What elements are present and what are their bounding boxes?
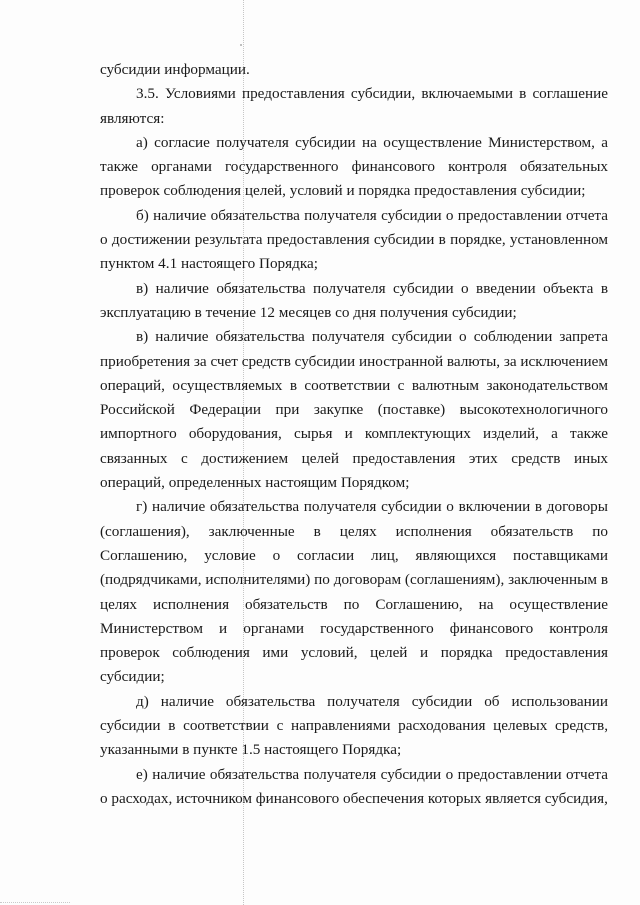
paragraph-item-v-2: в) наличие обязательства получателя субсидии о соблюдении запрета приобретения за счет средств субсидии иностранной валюты, за исключением операций, осуществляемых в соответствии с валютным законодательством Российской Федерации при закупке (поставке) высокотехнологичного импортного оборудования, сырья и комплектующих изделий, а также связанных с достижением целей предоставления этих средств иных операций, определенных настоящим Порядком; [100, 328, 608, 492]
paragraph-item-e: е) наличие обязательства получателя субсидии о предоставлении отчета о расходах, источником финансового обеспечения которых является субсидия, [100, 765, 608, 807]
paragraph-continuation: субсидии информации. [100, 61, 250, 78]
paragraph-item-g: г) наличие обязательства получателя субсидии о включении в договоры (соглашения), заключенные в целях исполнения обязательств по Соглашению, условие о согласии лиц, являющихся поставщиками (подрядчиками, исполнителями) по договорам (соглашениям), заключенным в целях исполнения обязательств по Соглашению, на осуществление Министерством и органами государственного финансового контроля проверок соблюдения ими условий, целей и порядка предоставления субсидии; [100, 498, 608, 686]
paragraph-item-d: д) наличие обязательства получателя субсидии об использовании субсидии в соответствии с направлениями расходования целевых средств, указанными в пункте 1.5 настоящего Порядка; [100, 692, 608, 759]
document-body [100, 58, 608, 811]
scan-bottom-edge [0, 902, 70, 903]
paragraph-item-b: б) наличие обязательства получателя субсидии о предоставлении отчета о достижении результата предоставления субсидии в порядке, установленном пунктом 4.1 настоящего Порядка; [100, 206, 608, 273]
paragraph-3-5-heading: 3.5. Условиями предоставления субсидии, включаемыми в соглашение являются: [100, 85, 608, 127]
paragraph-item-a: а) согласие получателя субсидии на осуществление Министерством, а также органами государственного финансового контроля обязательных проверок соблюдения целей, условий и порядка предоставления субсидии; [100, 133, 608, 200]
scan-speck [240, 44, 242, 46]
paragraph-item-v-1: в) наличие обязательства получателя субсидии о введении объекта в эксплуатацию в течение 12 месяцев со дня получения субсидии; [100, 279, 608, 321]
